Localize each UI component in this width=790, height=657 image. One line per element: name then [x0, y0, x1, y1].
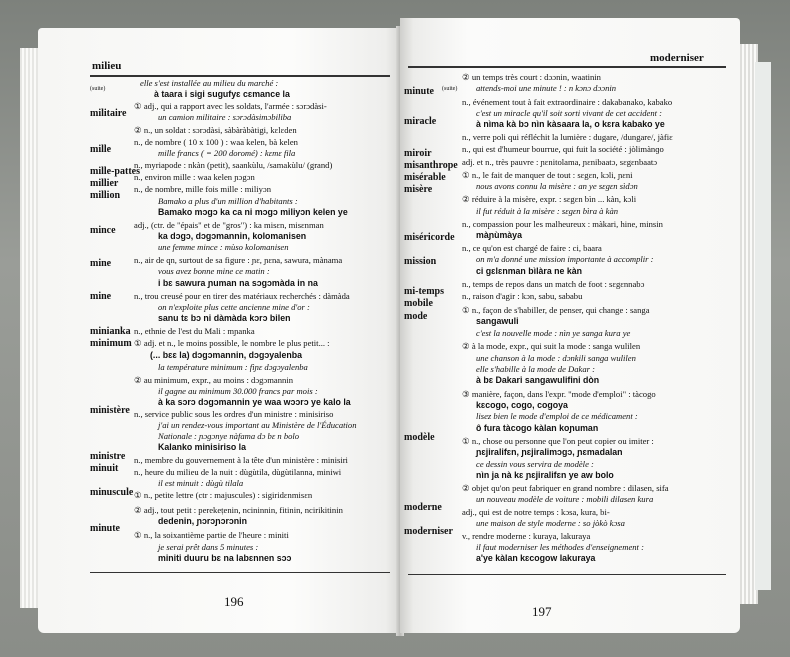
entry-line: n., de nombre ( 10 x 100 ) : waa kelen, bà kelen: [134, 137, 298, 147]
headword: moderne: [404, 502, 442, 513]
entry-line: Bamako mɔgɔ ka ca ni mɔgɔ miliyɔn kelen ye: [158, 207, 348, 217]
headword: militaire: [90, 108, 127, 119]
entry-line: ② objet qu'on peut fabriquer en grand nombre : dilasen, sifa: [462, 483, 669, 493]
right-header-rule: [408, 66, 726, 68]
headword: modèle: [404, 432, 435, 443]
left-page: [38, 28, 400, 633]
entry-line: ① n., façon de s'habiller, de penser, qui change : sanga: [462, 305, 650, 315]
entry-line: Bamako a plus d'un million d'habitants :: [158, 196, 298, 206]
headword: million: [90, 190, 121, 201]
headword: misérable: [404, 172, 446, 183]
headword: miracle: [404, 116, 437, 127]
entry-line: n., de nombre, mille fois mille : miliyɔn: [134, 184, 272, 194]
headword: mille: [90, 144, 112, 155]
entry-line: n., raison d'agir : kɔn, sabu, sababu: [462, 291, 583, 301]
entry-line: c'est un miracle qu'il soit sorti vivant de cet accident :: [476, 108, 663, 118]
entry-line: ② à la mode, expr., qui suit la mode : sanga wulilen: [462, 341, 641, 351]
entry-line: n., service public sous les ordres d'un ministre : minisiriso: [134, 409, 334, 419]
entry-line: Nationale : ɲɔgɔnye nàfama dɔ bɛ n bolo: [158, 431, 300, 441]
left-page-number: 196: [224, 594, 244, 609]
entry-line: adj. et n., très pauvre : ɲɛnitolama, ɲɛnibaatɔ, sɛgɛnbaatɔ: [462, 157, 658, 167]
entry-line: n., verre poli qui réfléchit la lumière : dugare, /dungare/, jàfiɛ: [462, 132, 673, 142]
entry-line: sanu tɛ bɔ ni dàmàda kɔrɔ bilen: [158, 313, 291, 323]
entry-line: n., environ mille : waa kelen ɲɔgɔn: [134, 172, 255, 182]
headword: moderniser: [404, 526, 453, 537]
entry-line: à nìma kà bɔ nìn kàsaara la, o kɛra kabako ye: [476, 119, 665, 129]
entry-line: n., heure du milieu de la nuit : dùgùtila, dùgùtilanna, miniwi: [134, 467, 342, 477]
entry-line: adj., qui est de notre temps : kɔsa, kura, bi-: [462, 507, 610, 517]
entry-line: il faut moderniser les méthodes d'enseignement :: [476, 542, 644, 552]
entry-line: v., rendre moderne : kuraya, lakuraya: [462, 531, 591, 541]
entry-line: lisez bien le mode d'emploi de ce médicament :: [476, 411, 638, 421]
headword: mission: [404, 256, 437, 267]
entry-line: nous avons connu la misère : an ye sɛgɛn sìdɔn: [476, 181, 638, 191]
entry-line: elle s'habille à la mode de Dakar :: [476, 364, 596, 374]
entry-line: ② n., un soldat : sɔrɔdàsi, sàbàràbàtigi, kɛlɛden: [134, 125, 297, 135]
right-page-header: moderniser: [650, 52, 704, 64]
entry-line: Kalanko minisiriso la: [158, 442, 246, 452]
entry-line: il gagne au minimum 30.000 francs par mois :: [158, 386, 318, 396]
entry-line: n., membre du gouvernement à la tête d'un ministère : minisiri: [134, 455, 348, 465]
entry-line: ① n., la soixantième partie de l'heure : miniti: [134, 530, 289, 540]
entry-line: n., compassion pour les malheureux : màkari, hine, minsin: [462, 219, 663, 229]
entry-line: il fut réduit à la misère : sɛgɛn bìra à kàn: [476, 206, 619, 216]
entry-line: ② adj., tout petit : perekeṭenin, ncininnin, fitinin, ncirikitinin: [134, 505, 343, 515]
entry-line: màɲùmàya: [476, 230, 522, 240]
entry-line: à ka sɔrɔ dɔgɔmannin ye waa wɔɔrɔ ye kalo la: [158, 397, 351, 407]
entry-line: à taara i sigi sugufyɛ cɛmance la: [154, 89, 290, 99]
entry-line: ① n., chose ou personne que l'on peut copier ou imiter :: [462, 436, 654, 446]
entry-line: ô fura tàcogo kàlan koɲuman: [476, 423, 599, 433]
headword: (suite): [90, 86, 106, 92]
entry-line: je serai prêt dans 5 minutes :: [158, 542, 259, 552]
entry-line: la température minimum : fìɲɛ dɔgɔyalenba: [158, 362, 308, 372]
entry-line: vous avez bonne mine ce matin :: [158, 266, 270, 276]
headword: miséricorde: [404, 232, 455, 243]
entry-line: ② un temps très court : dɔɔnin, waatinin: [462, 72, 601, 82]
left-header-rule: [90, 75, 390, 77]
left-footer-rule: [90, 572, 390, 573]
headword: minute: [404, 86, 434, 97]
headword: mille-pattes: [90, 166, 140, 177]
entry-line: n., myriapode : nkàn (petit), saankùlu, /samakùlu/ (grand): [134, 160, 333, 170]
entry-line: n., trou creusé pour en tirer des matériaux recherchés : dàmàda: [134, 291, 350, 301]
entry-line: sangawuli: [476, 316, 519, 326]
headword: minuscule: [90, 487, 134, 498]
entry-line: adj., (ctr. de "épais" et de "gros") : ka misɛn, misɛnman: [134, 220, 324, 230]
entry-line: ce dessin vous servira de modèle :: [476, 459, 594, 469]
entry-line: (... bɛɛ la) dɔgɔmannin, dɔgɔyalenba: [150, 350, 302, 360]
entry-line: n., ce qu'on est chargé de faire : ci, baara: [462, 243, 602, 253]
entry-line: ① n., le fait de manquer de tout : sɛgɛn, kɔli, ɲɛni: [462, 170, 633, 180]
entry-line: ka dɔgɔ, dɔgɔmannin, kolomanisen: [158, 231, 307, 241]
entry-line: à bɛ Dakari sangawulifini dòn: [476, 375, 600, 385]
entry-line: i bɛ sawura ɲuman na sɔgɔmàda in na: [158, 278, 318, 288]
headword: minute: [90, 523, 120, 534]
entry-line: une maison de style moderne : so jòkò kɔsa: [476, 518, 625, 528]
entry-line: on n'exploite plus cette ancienne mine d'or :: [158, 302, 310, 312]
entry-line: on m'a donné une mission importante à accomplir :: [476, 254, 654, 264]
headword: minimum: [90, 338, 132, 349]
entry-line: miniti duuru bɛ na labɛnnen sɔɔ: [158, 553, 292, 563]
headword: misanthrope: [404, 160, 458, 171]
entry-line: n., ethnie de l'est du Mali : mɲanka: [134, 326, 255, 336]
entry-line: j'ai un rendez-vous important au Ministère de l'Éducation: [158, 420, 357, 430]
right-page: [400, 18, 740, 633]
headword: mi-temps: [404, 286, 444, 297]
entry-line: ① adj. et n., le moins possible, le nombre le plus petit... :: [134, 338, 330, 348]
entry-line: ② réduire à la misère, expr. : sɛgɛn bìn ... kàn, kɔli: [462, 194, 637, 204]
entry-line: nìn ja nà kɛ ɲɛjiralifɛn ye aw bolo: [476, 470, 614, 480]
entry-line: une femme mince : mùso kolomanisen: [158, 242, 289, 252]
entry-line: ɲɛjiralifɛn, ɲɛjiralimɔgɔ, ɲɛmadalan: [476, 447, 623, 457]
entry-line: ③ manière, façon, dans l'expr. "mode d'emploi" : tàcogo: [462, 389, 656, 399]
headword: mobile: [404, 298, 433, 309]
right-footer-rule: [408, 574, 726, 575]
entry-line: il est minuit : dùgù tilala: [158, 478, 244, 488]
entry-line: attends-moi une minute ! : n kɔnɔ dɔɔnin: [476, 83, 617, 93]
entry-line: c'est la nouvelle mode : nìn ye sanga kura ye: [476, 328, 631, 338]
entry-line: ① n., petite lettre (ctr : majuscules) : sigiridɛnmisɛn: [134, 490, 313, 500]
headword: ministre: [90, 451, 126, 462]
entry-line: un nouveau modèle de voiture : mobili dilasen kura: [476, 494, 654, 504]
entry-line: elle s'est installée au milieu du marché :: [140, 78, 279, 88]
headword: minuit: [90, 463, 119, 474]
headword: mine: [90, 291, 112, 302]
headword: ministère: [90, 405, 130, 416]
headword: miroir: [404, 148, 432, 159]
headword: (suite): [442, 86, 458, 92]
headword: mode: [404, 311, 428, 322]
entry-line: kɛcogo, cogo, cogoya: [476, 400, 568, 410]
entry-line: un camion militaire : sɔrɔdàsimɔbiliba: [158, 112, 292, 122]
entry-line: ci gɛlɛnman bìlàra ne kàn: [476, 266, 583, 276]
entry-line: n., événement tout à fait extraordinaire : dakabanako, kabako: [462, 97, 673, 107]
entry-line: a'ye kàlan kɛcogow lakuraya: [476, 553, 596, 563]
headword: misère: [404, 184, 433, 195]
entry-line: n., air de qn, surtout de sa figure : ɲɛ, ɲɛna, sawura, mànama: [134, 255, 343, 265]
headword: minianka: [90, 326, 131, 337]
entry-line: mille francs ( = 200 doromé) : kɛmɛ fila: [158, 148, 296, 158]
entry-line: n., qui est d'humeur bourrue, qui fuit la société : jòlimànɡo: [462, 144, 664, 154]
left-page-header: milieu: [92, 60, 122, 72]
entry-line: ① adj., qui a rapport avec les soldats, l'armée : sɔrɔdàsi-: [134, 101, 327, 111]
entry-line: une chanson à la mode : dɔnkili sanga wulilen: [476, 353, 636, 363]
entry-line: dedenin, ɲɔrɔɲɔrɔnin: [158, 516, 247, 526]
headword: mince: [90, 225, 116, 236]
headword: millier: [90, 178, 119, 189]
book-cover-edge: [755, 62, 771, 590]
headword: mine: [90, 258, 112, 269]
entry-line: n., temps de repos dans un match de foot : sɛgɛnnabɔ: [462, 279, 645, 289]
right-page-number: 197: [532, 604, 552, 619]
entry-line: ② au minimum, expr., au moins : dɔgɔmannin: [134, 375, 294, 385]
